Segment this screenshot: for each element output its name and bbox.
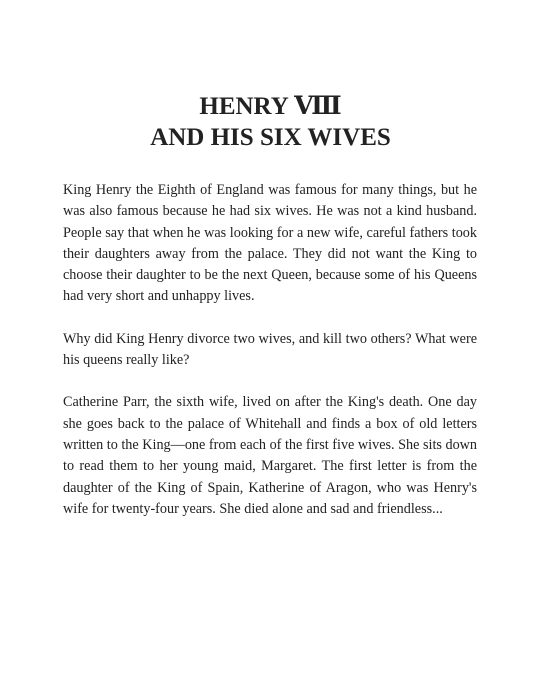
page-title (0, 91, 541, 153)
paragraph-catherine-parr: Catherine Parr, the sixth wife, lived on after the King's death. One day she goes back to the palace of Whitehall and finds a box of old letters written to the King—one from each of the first five wives. She sits down to read them to her young maid, Margaret. The first letter is from the daughter of the King of Spain, Katherine of Aragon, who was Henry's wife for twenty-four years. She died alone and sad and friendless... (63, 394, 477, 517)
title-line-1: HENRY Ⅷ (199, 93, 342, 120)
paragraph-question: Why did King Henry divorce two wives, and kill two others? What were his queens really like? (63, 330, 477, 369)
paragraph-intro: King Henry the Eighth of England was famous for many things, but he was also famous because he had six wives. He was not a kind husband. People say that when he was looking for a new wife, careful fathers took their daughters away from the palace. They did not want the King to choose their daughter to be the next Queen, because some of his Queens had very short and unhappy lives. (63, 182, 477, 305)
body-text (63, 180, 477, 541)
title-line-2: AND HIS SIX WIVES (150, 124, 391, 151)
